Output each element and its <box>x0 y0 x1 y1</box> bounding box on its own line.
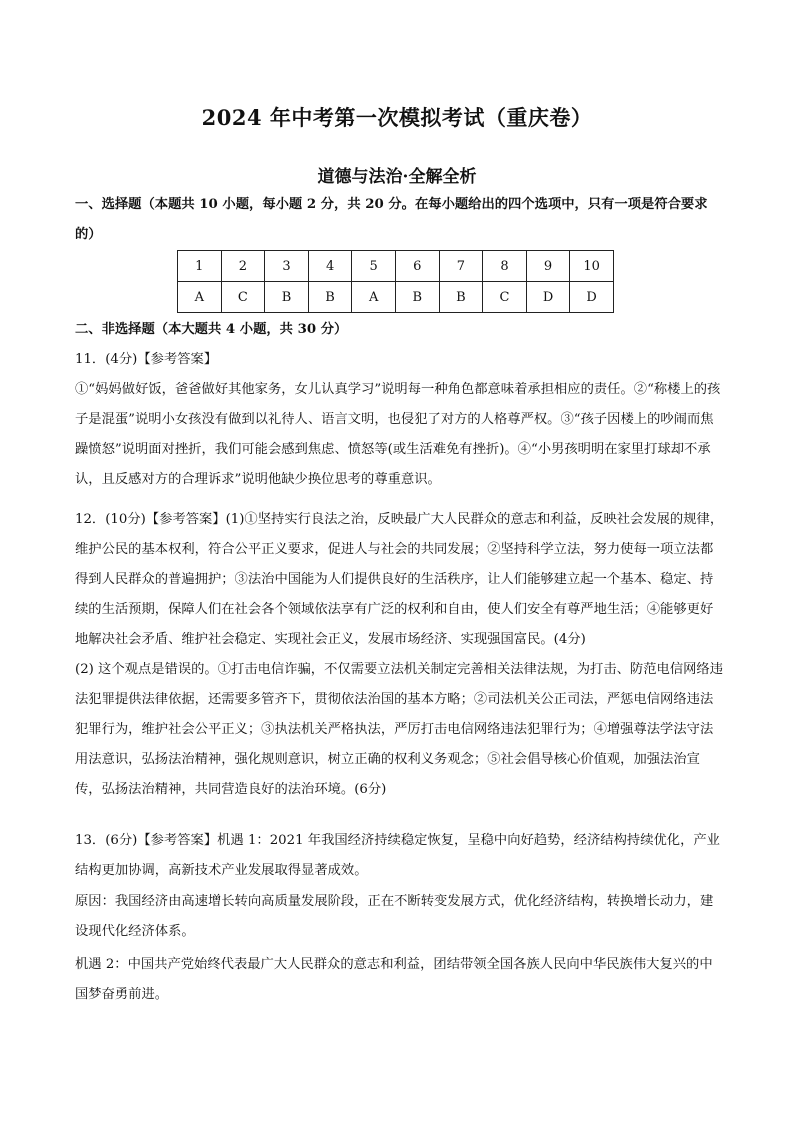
section-1-heading: 一、选择题（本题共 10 小题，每小题 2 分，共 20 分。在每小题给出的四个选项中，只有一项是符合要求的） <box>75 197 708 242</box>
question-13-answer-opportunity2: 机遇 2：中国共产党始终代表最广大人民群众的意志和利益，团结带领全国各族人民向中华民族伟大复兴的中国梦奋勇前进。 <box>75 957 713 1002</box>
answer-table-answer-cell: B <box>439 282 483 313</box>
answer-table-question-number: 5 <box>352 251 396 282</box>
page-subtitle: 道德与法治·全解全析 <box>317 167 477 187</box>
answer-table-answer-cell: A <box>178 282 222 313</box>
answer-table-question-number: 6 <box>395 251 439 282</box>
answer-table-question-number: 1 <box>178 251 222 282</box>
answer-table-question-number: 2 <box>221 251 265 282</box>
answer-table-answer-cell: B <box>265 282 309 313</box>
page-title: 2024 年中考第一次模拟考试（重庆卷） <box>201 105 593 130</box>
answer-table-answer-cell: D <box>570 282 614 313</box>
question-13-answer-opportunity1: 13．(6分)【参考答案】机遇 1：2021 年我国经济持续稳定恢复，呈稳中向好趋势，经济结构持续优化，产业结构更加协调，高新技术产业发展取得显著成效。 <box>75 833 720 878</box>
answer-table-answer-cell: B <box>395 282 439 313</box>
answer-table-question-number: 10 <box>570 251 614 282</box>
section-2-heading: 二、非选择题（本大题共 4 小题，共 30 分） <box>75 322 348 337</box>
answer-table-question-number: 4 <box>308 251 352 282</box>
question-11-answer: ①“妈妈做好饭，爸爸做好其他家务，女儿认真学习”说明每一种角色都意味着承担相应的责任。②“称楼上的孩子是混蛋”说明小女孩没有做到以礼待人、语言文明，也侵犯了对方的人格尊严权。③“孩子因楼上的吵闹而焦躁愤怒”说明面对挫折，我们可能会感到焦虑、愤怒等(或生活难免有挫折)。④“小男孩明明在家里打球却不承认，且反感对方的合理诉求”说明他缺少换位思考的尊重意识。 <box>75 382 721 487</box>
question-12-answer-part2: (2) 这个观点是错误的。①打击电信诈骗，不仅需要立法机关制定完善相关法律法规，为打击、防范电信网络违法犯罪提供法律依据，还需要多管齐下，贯彻依法治国的基本方略；②司法机关公正司法，严惩电信网络违法犯罪行为，维护社会公平正义；③执法机关严格执法，严厉打击电信网络违法犯罪行为；④增强尊法学法守法用法意识，弘扬法治精神，强化规则意识，树立正确的权利义务观念；⑤社会倡导核心价值观，加强法治宣传，弘扬法治精神，共同营造良好的法治环境。(6分) <box>75 662 724 797</box>
answer-table-question-number: 9 <box>526 251 570 282</box>
answer-table-answer-cell: A <box>352 282 396 313</box>
question-11-heading: 11．(4分)【参考答案】 <box>75 352 218 367</box>
answer-table-answer-row <box>178 282 614 313</box>
answer-table-question-number: 7 <box>439 251 483 282</box>
answer-table-answer-cell: C <box>221 282 265 313</box>
answer-table-answer-cell: B <box>308 282 352 313</box>
question-12-answer-part1: 12．(10分)【参考答案】(1)①坚持实行良法之治，反映最广大人民群众的意志和利益，反映社会发展的规律，维护公民的基本权利，符合公平正义要求，促进人与社会的共同发展；②坚持科学立法，努力使每一项立法都得到人民群众的普遍拥护；③法治中国能为人们提供良好的生活秩序，让人们能够建立起一个基本、稳定、持续的生活预期，保障人们在社会各个领域依法享有广泛的权利和自由，使人们安全有尊严地生活；④能够更好地解决社会矛盾、维护社会稳定、实现社会正义，发展市场经济、实现强国富民。(4分) <box>75 512 724 647</box>
answer-table-answer-cell: C <box>483 282 527 313</box>
answer-table-number-row <box>178 251 614 282</box>
answer-table-question-number: 3 <box>265 251 309 282</box>
answer-table-answer-cell: D <box>526 282 570 313</box>
answer-table-question-number: 8 <box>483 251 527 282</box>
answer-table <box>177 250 614 313</box>
question-13-reason: 原因：我国经济由高速增长转向高质量发展阶段，正在不断转变发展方式，优化经济结构，转换增长动力，建设现代化经济体系。 <box>75 894 714 939</box>
